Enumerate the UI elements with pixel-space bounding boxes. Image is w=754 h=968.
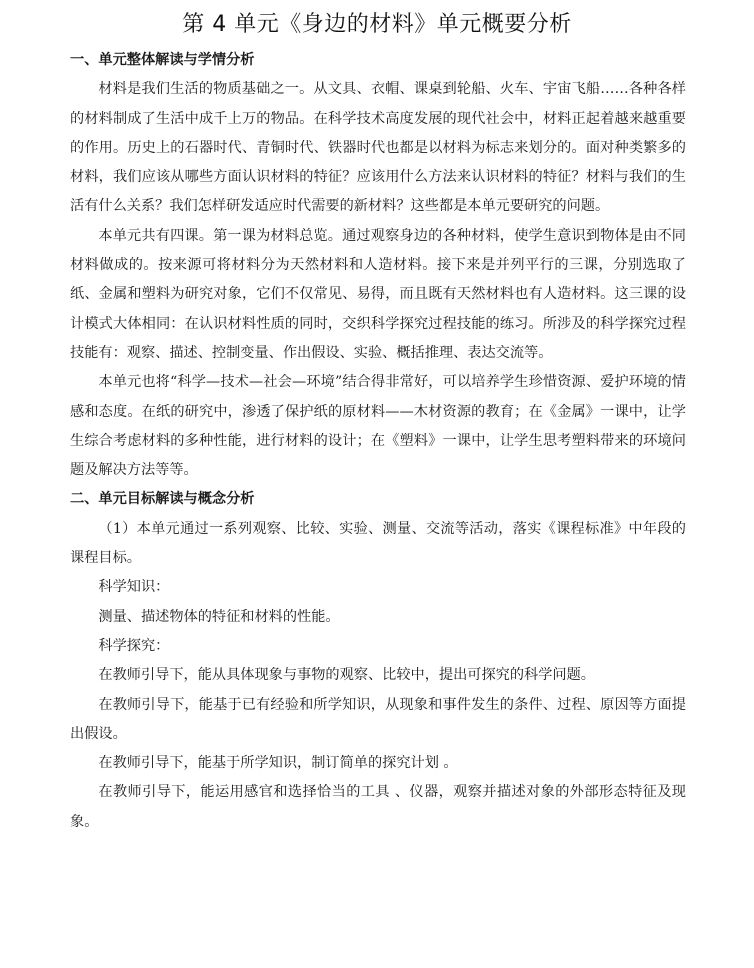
paragraph: 材料是我们生活的物质基础之一。从文具、衣帽、课桌到轮船、火车、宇宙飞船……各种各样的材料制成了生活中成千上万的物品。在科学技术高度发展的现代社会中，材料正起着越来越重要的作用。历史上的石器时代、青铜时代、铁器时代也都是以材料为标志来划分的。面对种类繁多的材料，我们应该从哪些方面认识材料的特征？应该用什么方法来认识材料的特征？材料与我们的生活有什么关系？我们怎样研发适应时代需要的新材料？这些都是本单元要研究的问题。 — [70, 81, 686, 215]
paragraph: 在教师引导下，能从具体现象与事物的观察、比较中，提出可探究的科学问题。 — [98, 667, 595, 684]
paragraph: 在教师引导下，能运用感官和选择恰当的工具 、仪器，观察并描述对象的外部形态特征及现象。 — [70, 784, 686, 830]
paragraph: 在教师引导下，能基于已有经验和所学知识，从现象和事件发生的条件、过程、原因等方面提出假设。 — [70, 696, 686, 742]
subheading-science-knowledge: 科学知识： — [98, 579, 170, 596]
paragraph: 在教师引导下，能基于所学知识，制订简单的探究计划 。 — [98, 755, 458, 772]
paragraph: （1）本单元通过一系列观察、比较、实验、测量、交流等活动，落实《课程标准》中年段的课程目标。 — [70, 520, 686, 567]
paragraph: 本单元也将“科学—技术—社会—环境”结合得非常好，可以培养学生珍惜资源、爱护环境的情感和态度。在纸的研究中，渗透了保护纸的原材料——木材资源的教育；在《金属》一课中，让学生综合考虑材料的多种性能，进行材料的设计；在《塑料》一课中，让学生思考塑料带来的环境问题及解决方法等等。 — [70, 374, 686, 479]
document-body — [70, 46, 686, 837]
paragraph: 本单元共有四课。第一课为材料总览。通过观察身边的各种材料，使学生意识到物体是由不同材料做成的。按来源可将材料分为天然材料和人造材料。接下来是并列平行的三课，分别选取了纸、金属和塑料为研究对象，它们不仅常见、易得，而且既有天然材料也有人造材料。这三课的设计模式大体相同：在认识材料性质的同时，交织科学探究过程技能的练习。所涉及的科学探究过程技能有：观察、描述、控制变量、作出假设、实验、概括推理、表达交流等。 — [70, 227, 686, 361]
subheading-science-inquiry: 科学探究： — [98, 637, 170, 654]
paragraph: 测量、描述物体的特征和材料的性能。 — [98, 608, 340, 625]
section-heading-unit-goals: 二、单元目标解读与概念分析 — [70, 491, 255, 508]
section-heading-unit-analysis: 一、单元整体解读与学情分析 — [70, 52, 255, 68]
document-title: 第 4 单元《身边的材料》单元概要分析 — [182, 12, 572, 37]
